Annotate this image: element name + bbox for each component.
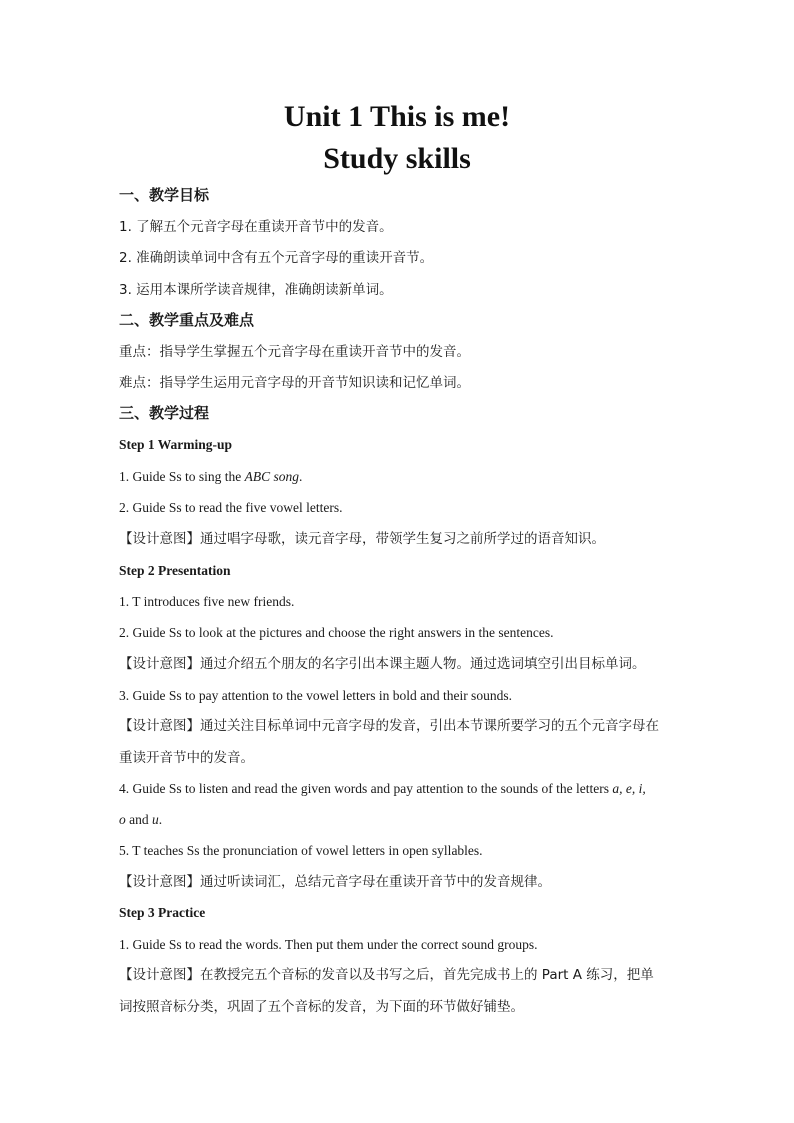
vowel-letter: u [152,812,159,827]
step-item-text: 4. Guide Ss to listen and read the given words and pay attention to the sounds of the letters [119,781,613,796]
vowel-letters: a, e, i, [612,781,646,796]
section-heading-objectives: 一、教学目标 [119,186,210,204]
design-intent: 【设计意图】通过听读词汇，总结元音字母在重读开音节中的发音规律。 [119,874,551,890]
step-item: 1. T introduces five new friends. [119,594,295,609]
design-intent: 【设计意图】通过介绍五个朋友的名字引出本课主题人物。通过选词填空引出目标单词。 [119,656,646,672]
step-item-text: . [299,469,303,484]
page-title: Unit 1 This is me! [283,100,511,133]
step-title: Step 3 Practice [119,905,206,920]
step-item-text: and [125,812,152,827]
step-item [119,467,679,487]
design-intent: 【设计意图】通过关注目标单词中元音字母的发音，引出本节课所要学习的五个元音字母在 [119,718,659,734]
objective-item: 3. 运用本课所学读音规律，准确朗读新单词。 [119,282,393,298]
step-item: 5. T teaches Ss the pronunciation of vowel letters in open syllables. [119,843,483,858]
design-intent: 【设计意图】通过唱字母歌，读元音字母，带领学生复习之前所学过的语音知识。 [119,531,605,547]
step-item: 3. Guide Ss to pay attention to the vowel letters in bold and their sounds. [119,688,512,703]
step-item [119,779,679,799]
step-title: Step 1 Warming-up [119,437,233,452]
key-point-item: 重点：指导学生掌握五个元音字母在重读开音节中的发音。 [119,344,470,360]
objective-item: 2. 准确朗读单词中含有五个元音字母的重读开音节。 [119,250,434,266]
design-intent-continued: 词按照音标分类，巩固了五个音标的发音，为下面的环节做好铺垫。 [119,999,524,1015]
design-intent: 【设计意图】在教授完五个音标的发音以及书写之后，首先完成书上的 Part A 练习，把单 [119,967,654,983]
step-title: Step 2 Presentation [119,563,231,578]
design-intent-continued: 重读开音节中的发音。 [119,750,254,766]
step-item: 2. Guide Ss to look at the pictures and choose the right answers in the sentences. [119,625,554,640]
step-item: 1. Guide Ss to read the words. Then put them under the correct sound groups. [119,937,538,952]
step-item: 2. Guide Ss to read the five vowel letters. [119,500,343,515]
objective-item: 1. 了解五个元音字母在重读开音节中的发音。 [119,219,393,235]
difficult-point-item: 难点：指导学生运用元音字母的开音节知识读和记忆单词。 [119,375,470,391]
vowel-letter: o [119,812,126,827]
step-item-continued [119,810,679,830]
section-heading-process: 三、教学过程 [119,404,210,422]
step-item-text: 1. Guide Ss to sing the [119,469,245,484]
page-subtitle: Study skills [323,142,471,175]
song-title: ABC song [244,469,300,484]
section-heading-key-points: 二、教学重点及难点 [119,311,255,329]
step-item-text: . [158,812,163,827]
